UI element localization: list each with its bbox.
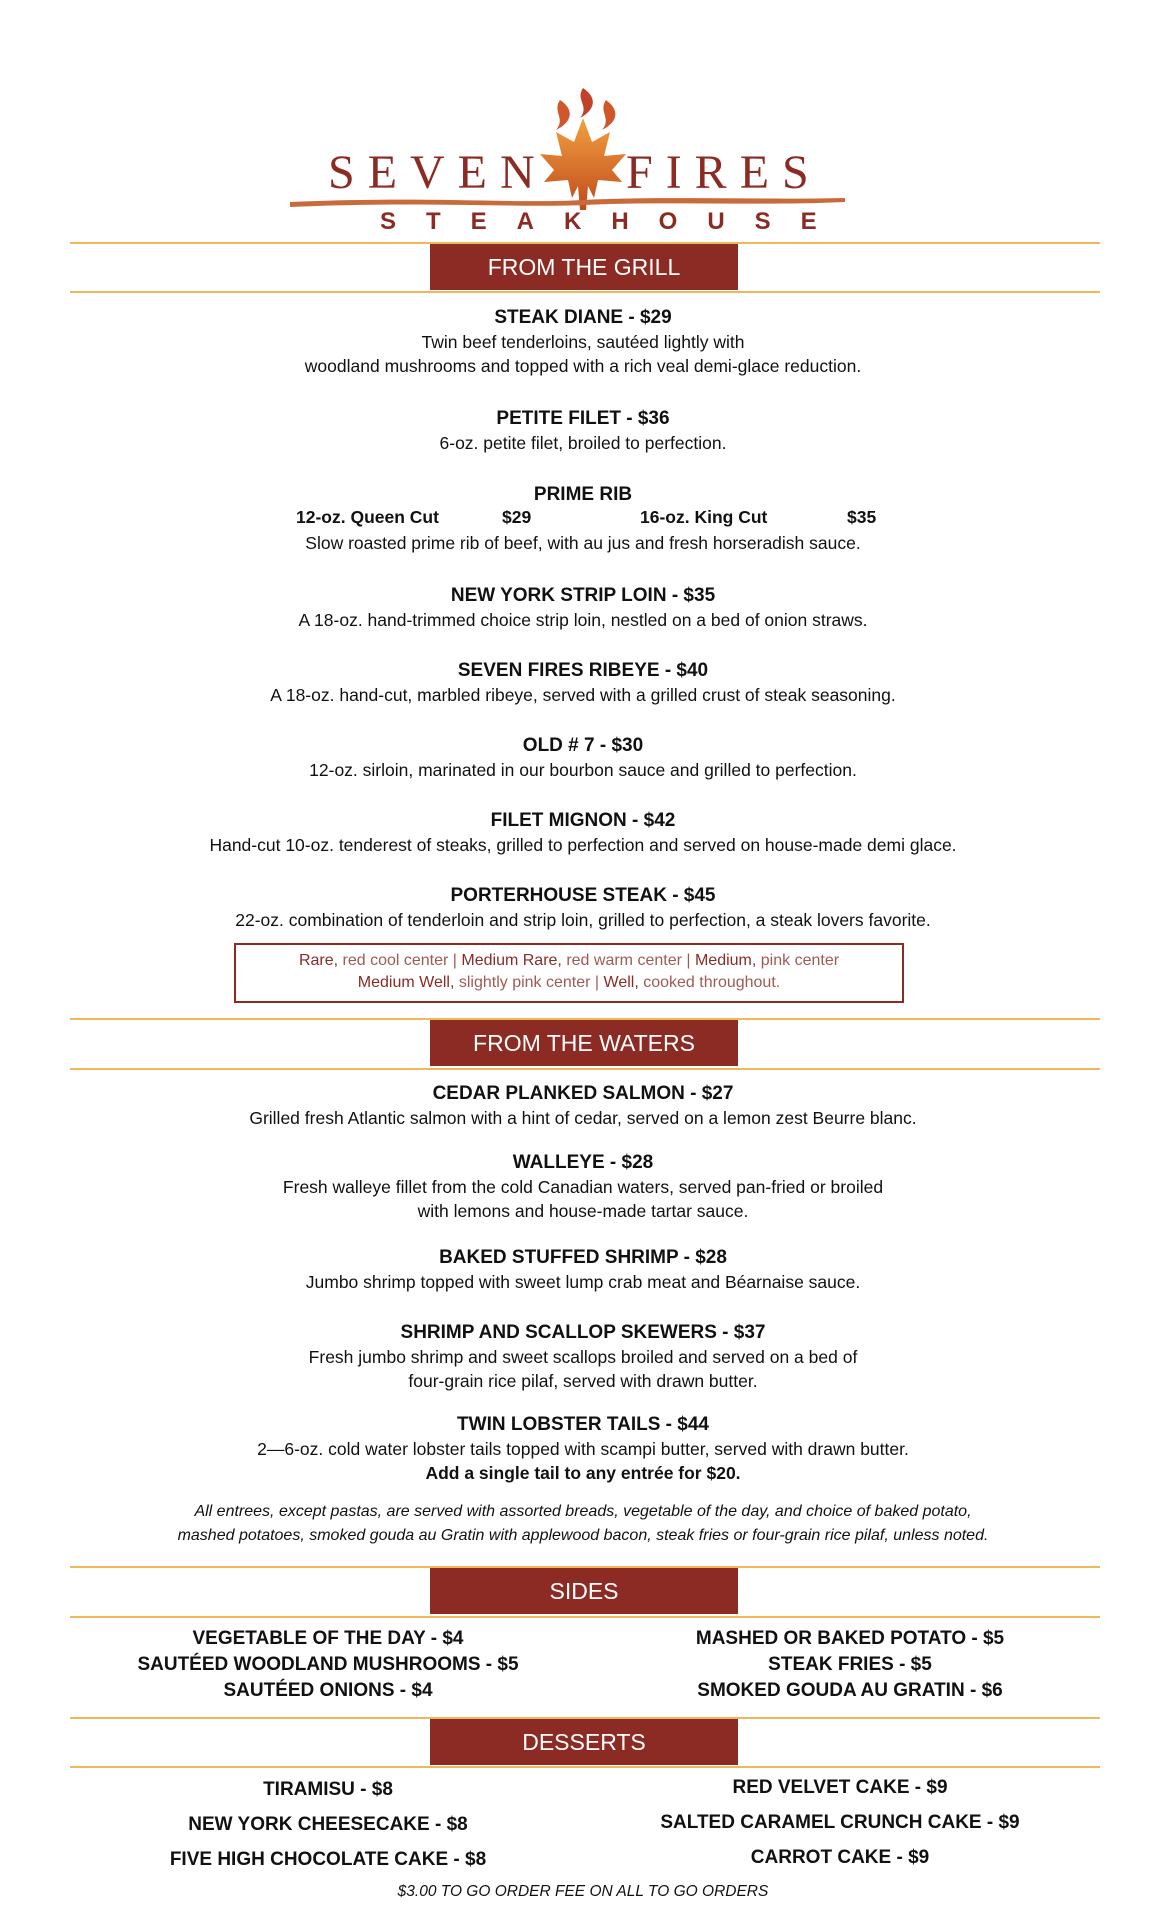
menu-item	[0, 1245, 1166, 1294]
item-name: TWIN LOBSTER TAILS - $44	[457, 1414, 709, 1435]
prime-rib-queen-label: 12-oz. Queen Cut	[296, 507, 439, 527]
to-go-fee-note: $3.00 TO GO ORDER FEE ON ALL TO GO ORDERS	[397, 1883, 769, 1900]
desserts-right-column	[600, 1770, 1080, 1875]
dessert-item: RED VELVET CAKE - $9	[732, 1777, 948, 1798]
item-description: four-grain rice pilaf, served with drawn butter.	[408, 1371, 758, 1391]
side-item: MASHED OR BAKED POTATO - $5	[695, 1628, 1005, 1649]
item-description: 2—6-oz. cold water lobster tails topped with scampi butter, served with drawn butter.	[257, 1439, 909, 1459]
side-item: SAUTÉED WOODLAND MUSHROOMS - $5	[137, 1654, 519, 1675]
doneness-medium-rare-desc: red warm center |	[561, 952, 695, 969]
dessert-item: FIVE HIGH CHOCOLATE CAKE - $8	[169, 1849, 487, 1870]
section-rule	[70, 1616, 1100, 1618]
item-description: Twin beef tenderloins, sautéed lightly with	[421, 332, 745, 352]
dessert-item: TIRAMISU - $8	[263, 1779, 393, 1800]
doneness-medium: Medium,	[694, 952, 757, 969]
menu-item	[0, 482, 1166, 507]
doneness-medium-well: Medium Well,	[357, 974, 455, 991]
doneness-rare-desc: red cool center |	[338, 952, 462, 969]
prime-rib-queen-price: $29	[502, 507, 532, 527]
doneness-medium-desc: pink center	[756, 952, 840, 969]
item-name: PRIME RIB	[533, 484, 633, 505]
item-description: Jumbo shrimp topped with sweet lump crab meat and Béarnaise sauce.	[305, 1272, 861, 1292]
menu-item	[0, 1081, 1166, 1130]
logo-word-right: FIRES	[626, 146, 822, 199]
item-name: WALLEYE - $28	[512, 1152, 654, 1173]
doneness-well-desc: cooked throughout.	[638, 974, 781, 991]
doneness-rare: Rare,	[298, 952, 339, 969]
menu-item	[0, 406, 1166, 455]
item-description: Slow roasted prime rib of beef, with au jus and fresh horseradish sauce.	[305, 533, 861, 553]
prime-rib-king-label: 16-oz. King Cut	[640, 507, 768, 527]
item-description: A 18-oz. hand-trimmed choice strip loin, nestled on a bed of onion straws.	[298, 610, 868, 630]
menu-item	[0, 1150, 1166, 1223]
section-rule	[70, 291, 1100, 293]
item-description: 6-oz. petite filet, broiled to perfection.	[439, 433, 727, 453]
logo-word-left: SEVEN	[328, 146, 548, 199]
doneness-medium-rare: Medium Rare,	[461, 952, 562, 969]
side-item: SMOKED GOUDA AU GRATIN - $6	[697, 1680, 1003, 1701]
item-name: BAKED STUFFED SHRIMP - $28	[439, 1247, 727, 1268]
item-description: with lemons and house-made tartar sauce.	[417, 1201, 749, 1221]
section-title-sides: SIDES	[430, 1568, 738, 1614]
menu-item	[0, 1412, 1166, 1485]
item-description: A 18-oz. hand-cut, marbled ribeye, served with a grilled crust of steak seasoning.	[270, 685, 896, 705]
sides-right-column	[610, 1626, 1090, 1704]
item-name: SHRIMP AND SCALLOP SKEWERS - $37	[400, 1322, 766, 1343]
item-name: PETITE FILET - $36	[496, 408, 670, 429]
entree-note: All entrees, except pastas, are served with assorted breads, vegetable of the day, and choice of baked potato,	[194, 1503, 972, 1520]
item-name: STEAK DIANE - $29	[494, 307, 672, 328]
prime-rib-king-price: $35	[847, 507, 877, 527]
menu-item	[0, 1320, 1166, 1393]
side-item: SAUTÉED ONIONS - $4	[223, 1680, 433, 1701]
dessert-item: NEW YORK CHEESECAKE - $8	[188, 1814, 468, 1835]
dessert-item: CARROT CAKE - $9	[750, 1847, 930, 1868]
item-description: Grilled fresh Atlantic salmon with a hint of cedar, served on a lemon zest Beurre blanc.	[249, 1108, 917, 1128]
menu-item	[0, 583, 1166, 632]
item-name: NEW YORK STRIP LOIN - $35	[450, 585, 716, 606]
item-name: FILET MIGNON - $42	[490, 810, 676, 831]
side-item: STEAK FRIES - $5	[768, 1654, 932, 1675]
menu-item	[0, 883, 1166, 932]
menu-item	[0, 808, 1166, 857]
doneness-well: Well,	[603, 974, 639, 991]
item-description: 12-oz. sirloin, marinated in our bourbon sauce and grilled to perfection.	[309, 760, 857, 780]
doneness-legend	[234, 943, 904, 1003]
item-description: Hand-cut 10-oz. tenderest of steaks, grilled to perfection and served on house-made demi glace.	[209, 835, 957, 855]
entree-note: mashed potatoes, smoked gouda au Gratin with applewood bacon, steak fries or four-grain rice pilaf, unless noted.	[177, 1527, 989, 1544]
section-title-waters: FROM THE WATERS	[430, 1020, 738, 1066]
dessert-item: SALTED CARAMEL CRUNCH CAKE - $9	[660, 1812, 1020, 1833]
menu-item	[0, 733, 1166, 782]
item-description: Fresh jumbo shrimp and sweet scallops broiled and served on a bed of	[308, 1347, 858, 1367]
menu-item	[0, 658, 1166, 707]
section-rule	[70, 1766, 1100, 1768]
section-title-grill: FROM THE GRILL	[430, 244, 738, 290]
item-name: PORTERHOUSE STEAK - $45	[450, 885, 716, 906]
item-description: Fresh walleye fillet from the cold Canadian waters, served pan-fried or broiled	[282, 1177, 884, 1197]
side-item: VEGETABLE OF THE DAY - $4	[192, 1628, 464, 1649]
section-title-desserts: DESSERTS	[430, 1719, 738, 1765]
item-description: 22-oz. combination of tenderloin and strip loin, grilled to perfection, a steak lovers favorite.	[235, 910, 931, 930]
menu-item-description	[0, 531, 1166, 555]
item-description: woodland mushrooms and topped with a rich veal demi-glace reduction.	[304, 356, 862, 376]
item-name: CEDAR PLANKED SALMON - $27	[432, 1083, 734, 1104]
restaurant-logo	[0, 70, 1166, 240]
desserts-left-column	[88, 1772, 568, 1877]
section-rule	[70, 1068, 1100, 1070]
item-name: SEVEN FIRES RIBEYE - $40	[457, 660, 709, 681]
logo-subtitle: STEAKHOUSE	[380, 208, 847, 235]
item-name: OLD # 7 - $30	[522, 735, 644, 756]
item-addon-note: Add a single tail to any entrée for $20.	[425, 1463, 741, 1483]
menu-item	[0, 305, 1166, 378]
doneness-medium-well-desc: slightly pink center |	[454, 974, 604, 991]
sides-left-column	[88, 1626, 568, 1704]
